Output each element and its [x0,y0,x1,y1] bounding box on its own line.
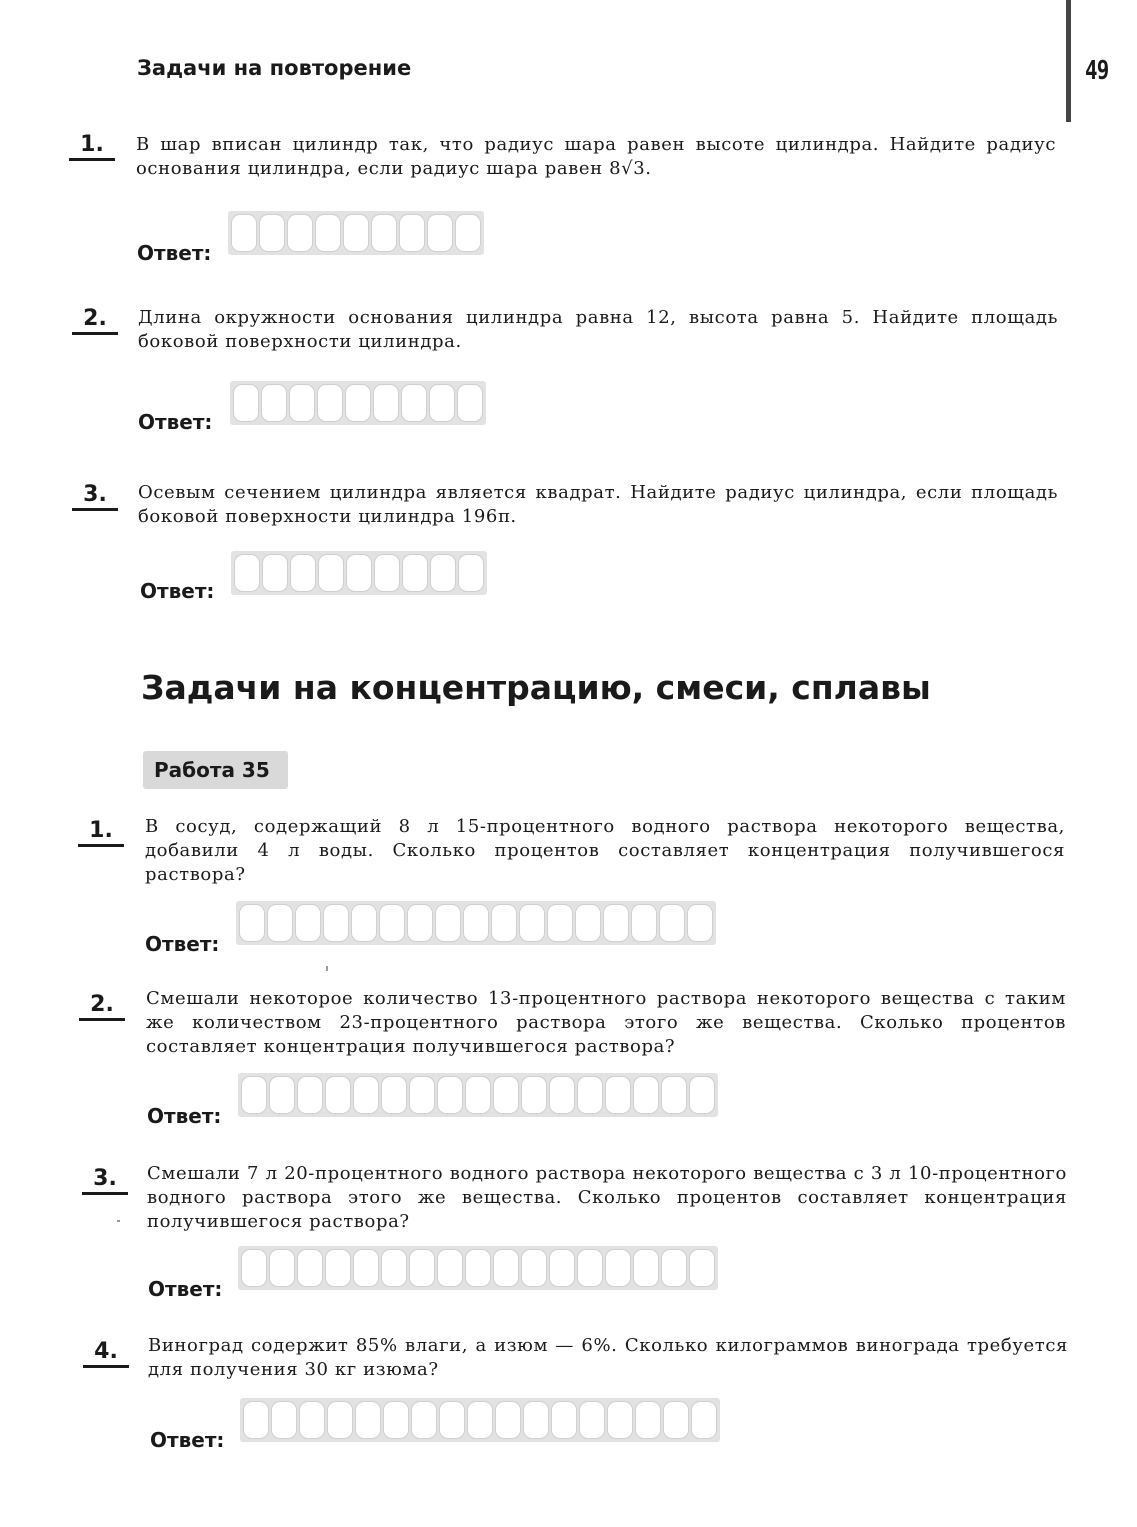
answer-cell[interactable] [401,384,427,422]
answer-cell[interactable] [523,1401,549,1439]
task-number [72,306,118,335]
answer-cell[interactable] [327,1401,353,1439]
task-number [82,1166,128,1195]
answer-cell[interactable] [577,1249,603,1287]
section-title-review: Задачи на повторение [137,56,412,80]
answer-cell[interactable] [325,1249,351,1287]
scan-speck [326,966,328,971]
answer-cell[interactable] [234,554,260,592]
answer-cell[interactable] [465,1076,491,1114]
answer-cell[interactable] [318,554,344,592]
answer-cell[interactable] [551,1401,577,1439]
task-number [69,132,115,161]
answer-cell[interactable] [661,1249,687,1287]
answer-cell[interactable] [493,1249,519,1287]
answer-cell[interactable] [455,214,481,252]
answer-cell[interactable] [633,1076,659,1114]
answer-cell[interactable] [325,1076,351,1114]
answer-cell[interactable] [231,214,257,252]
answer-cell[interactable] [233,384,259,422]
answer-cell[interactable] [427,214,453,252]
answer-grid[interactable] [231,551,487,595]
task-number-label: 2. [83,306,107,331]
answer-cell[interactable] [579,1401,605,1439]
answer-cell[interactable] [271,1401,297,1439]
task-number [78,818,124,847]
answer-label: Ответ: [140,579,215,603]
answer-cell[interactable] [458,554,484,592]
answer-cell[interactable] [547,904,573,942]
answer-cell[interactable] [521,1249,547,1287]
task-number-label: 3. [83,482,107,507]
answer-cell[interactable] [353,1076,379,1114]
answer-label: Ответ: [148,1277,223,1301]
answer-cell[interactable] [269,1249,295,1287]
answer-cell[interactable] [241,1076,267,1114]
answer-cell[interactable] [345,384,371,422]
answer-cell[interactable] [409,1249,435,1287]
answer-cell[interactable] [355,1401,381,1439]
answer-label: Ответ: [137,241,212,265]
answer-cell[interactable] [399,214,425,252]
answer-cell[interactable] [493,1076,519,1114]
answer-cell[interactable] [353,1249,379,1287]
answer-cell[interactable] [689,1076,715,1114]
answer-cell[interactable] [262,554,288,592]
answer-cell[interactable] [259,214,285,252]
answer-cell[interactable] [549,1076,575,1114]
answer-cell[interactable] [315,214,341,252]
answer-cell[interactable] [457,384,483,422]
answer-cell[interactable] [297,1076,323,1114]
task-text: Смешали некоторое количество 13-процентного раствора некоторого вещества с таким же количеством 23-процентного раствора этого же вещества. Сколько процентов составляет концентрация получившегося раствора? [146,988,1066,1057]
answer-cell[interactable] [383,1401,409,1439]
answer-cell[interactable] [241,1249,267,1287]
answer-cell[interactable] [430,554,456,592]
task-text: Смешали 7 л 20-процентного водного раствора некоторого вещества с 3 л 10-процентного водного раствора этого же вещества. Сколько процентов составляет концентрация получившегося раствора? [147,1163,1067,1232]
answer-grid[interactable] [240,1398,720,1442]
task-number-underline [78,844,124,847]
answer-cell[interactable] [491,904,517,942]
answer-cell[interactable] [607,1401,633,1439]
answer-cell[interactable] [374,554,400,592]
task-number-label: 1. [89,818,113,843]
answer-cell[interactable] [407,904,433,942]
answer-cell[interactable] [239,904,265,942]
answer-cell[interactable] [603,904,629,942]
answer-cell[interactable] [269,1076,295,1114]
answer-cell[interactable] [290,554,316,592]
answer-cell[interactable] [689,1249,715,1287]
answer-cell[interactable] [549,1249,575,1287]
answer-cell[interactable] [691,1401,717,1439]
answer-cell[interactable] [577,1076,603,1114]
answer-cell[interactable] [409,1076,435,1114]
task-number-underline [69,158,115,161]
task-number-underline [72,508,118,511]
answer-cell[interactable] [467,1401,493,1439]
answer-cell[interactable] [297,1249,323,1287]
answer-cell[interactable] [687,904,713,942]
scan-speck [117,1220,120,1222]
answer-cell[interactable] [429,384,455,422]
answer-cell[interactable] [439,1401,465,1439]
answer-cell[interactable] [381,1249,407,1287]
answer-cell[interactable] [289,384,315,422]
task-number-underline [79,1018,125,1021]
answer-cell[interactable] [605,1249,631,1287]
answer-cell[interactable] [495,1401,521,1439]
answer-cell[interactable] [661,1076,687,1114]
answer-cell[interactable] [343,214,369,252]
answer-cell[interactable] [317,384,343,422]
answer-cell[interactable] [435,904,461,942]
task-number-underline [83,1365,129,1368]
answer-cell[interactable] [437,1249,463,1287]
answer-cell[interactable] [663,1401,689,1439]
answer-cell[interactable] [295,904,321,942]
answer-grid[interactable] [238,1246,718,1290]
task-text: Осевым сечением цилиндра является квадрат. Найдите радиус цилиндра, если площадь боковой поверхности цилиндра 196π. [138,482,1058,527]
task-number-label: 1. [80,132,104,157]
answer-cell[interactable] [411,1401,437,1439]
answer-cell[interactable] [437,1076,463,1114]
answer-cell[interactable] [605,1076,631,1114]
answer-cell[interactable] [402,554,428,592]
answer-cell[interactable] [261,384,287,422]
answer-cell[interactable] [635,1401,661,1439]
answer-label: Ответ: [147,1104,222,1128]
task-number-underline [72,332,118,335]
answer-cell[interactable] [267,904,293,942]
task-number [83,1339,129,1368]
task-number [72,482,118,511]
answer-cell[interactable] [346,554,372,592]
task-text: В сосуд, содержащий 8 л 15-процентного водного раствора некоторого вещества, добавили 4 л воды. Сколько процентов составляет концентрация получившегося раствора? [145,816,1065,885]
page-edge-line [1066,0,1071,122]
task-number-underline [82,1192,128,1195]
task-number-label: 2. [90,992,114,1017]
task-text: В шар вписан цилиндр так, что радиус шара равен высоте цилиндра. Найдите радиус основания цилиндра, если радиус шара равен 8√3. [136,134,1056,179]
task-text: Длина окружности основания цилиндра равна 12, высота равна 5. Найдите площадь боковой поверхности цилиндра. [138,307,1058,352]
answer-grid[interactable] [238,1073,718,1117]
answer-label: Ответ: [138,410,213,434]
answer-cell[interactable] [299,1401,325,1439]
task-number [79,992,125,1021]
page-number: 49 [1085,56,1109,86]
answer-label: Ответ: [145,932,220,956]
answer-cell[interactable] [521,1076,547,1114]
task-number-label: 4. [94,1339,118,1364]
answer-grid[interactable] [236,901,716,945]
answer-cell[interactable] [463,904,489,942]
work-badge: Работа 35 [143,751,288,789]
answer-cell[interactable] [465,1249,491,1287]
answer-cell[interactable] [575,904,601,942]
answer-cell[interactable] [373,384,399,422]
answer-cell[interactable] [659,904,685,942]
answer-cell[interactable] [381,1076,407,1114]
answer-grid[interactable] [230,381,486,425]
answer-cell[interactable] [287,214,313,252]
answer-cell[interactable] [351,904,377,942]
answer-cell[interactable] [323,904,349,942]
task-number-label: 3. [93,1166,117,1191]
section-title-concentration: Задачи на концентрацию, смеси, сплавы [141,668,931,707]
answer-grid[interactable] [228,211,484,255]
answer-cell[interactable] [371,214,397,252]
task-text: Виноград содержит 85% влаги, а изюм — 6%. Сколько килограммов винограда требуется для получения 30 кг изюма? [148,1335,1068,1380]
answer-cell[interactable] [633,1249,659,1287]
answer-cell[interactable] [243,1401,269,1439]
answer-cell[interactable] [631,904,657,942]
answer-label: Ответ: [150,1428,225,1452]
answer-cell[interactable] [519,904,545,942]
answer-cell[interactable] [379,904,405,942]
